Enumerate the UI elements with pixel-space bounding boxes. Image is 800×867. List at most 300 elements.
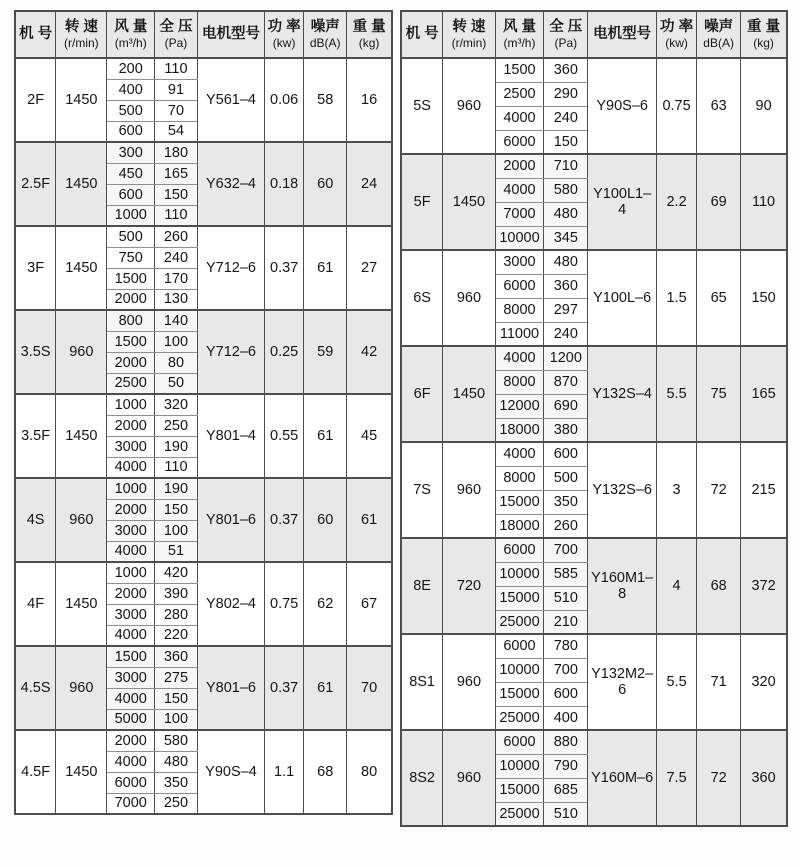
pressure-cell: 710 <box>544 154 588 178</box>
motor-cell: Y801–6 <box>197 646 264 730</box>
speed-cell: 960 <box>56 646 107 730</box>
pressure-cell: 275 <box>154 667 197 688</box>
flow-cell: 11000 <box>495 322 544 346</box>
speed-cell: 1450 <box>56 226 107 310</box>
pressure-cell: 600 <box>544 442 588 466</box>
table-row <box>401 346 787 370</box>
speed-cell: 1450 <box>56 58 107 142</box>
power-cell: 5.5 <box>657 346 697 442</box>
flow-cell: 1000 <box>107 478 155 499</box>
power-cell: 0.37 <box>265 478 304 562</box>
flow-cell: 15000 <box>495 490 544 514</box>
col-header-unit: (r/min) <box>64 36 99 51</box>
col-header-label: 风 量 <box>114 19 148 36</box>
weight-cell: 320 <box>741 634 787 730</box>
flow-cell: 2500 <box>107 373 155 394</box>
flow-cell: 1500 <box>495 58 544 82</box>
pressure-cell: 685 <box>544 778 588 802</box>
col-header-speed <box>443 11 495 58</box>
col-header-label: 风 量 <box>502 19 536 36</box>
pressure-cell: 190 <box>154 478 197 499</box>
weight-cell: 67 <box>347 562 392 646</box>
power-cell: 0.37 <box>265 226 304 310</box>
pressure-cell: 190 <box>154 436 197 457</box>
power-cell: 3 <box>657 442 697 538</box>
weight-cell: 24 <box>347 142 392 226</box>
col-header-weight <box>741 11 787 58</box>
col-header-unit: (kw) <box>272 36 296 51</box>
pressure-cell: 350 <box>544 490 588 514</box>
table-row <box>15 562 392 583</box>
pressure-cell: 320 <box>154 394 197 415</box>
weight-cell: 215 <box>741 442 787 538</box>
weight-cell: 70 <box>347 646 392 730</box>
table-row <box>401 250 787 274</box>
pressure-cell: 100 <box>154 331 197 352</box>
col-header-weight <box>347 11 392 58</box>
power-cell: 0.18 <box>265 142 304 226</box>
table-row <box>401 154 787 178</box>
speed-cell: 1450 <box>56 142 107 226</box>
flow-cell: 450 <box>107 163 155 184</box>
speed-cell: 960 <box>443 634 495 730</box>
col-header-label: 全 压 <box>549 19 583 36</box>
col-header-unit: (Pa) <box>164 36 188 51</box>
flow-cell: 10000 <box>495 226 544 250</box>
flow-cell: 8000 <box>495 466 544 490</box>
flow-cell: 2000 <box>107 499 155 520</box>
table-row <box>401 730 787 754</box>
col-header-motor-model <box>197 11 264 58</box>
motor-cell: Y160M–6 <box>588 730 657 826</box>
col-header-label: 电机型号 <box>593 26 652 43</box>
pressure-cell: 585 <box>544 562 588 586</box>
motor-cell: Y801–4 <box>197 394 264 478</box>
flow-cell: 4000 <box>495 178 544 202</box>
weight-cell: 372 <box>741 538 787 634</box>
pressure-cell: 600 <box>544 682 588 706</box>
pressure-cell: 480 <box>544 250 588 274</box>
noise-cell: 61 <box>304 394 347 478</box>
motor-cell: Y712–6 <box>197 226 264 310</box>
pressure-cell: 580 <box>544 178 588 202</box>
pressure-cell: 690 <box>544 394 588 418</box>
flow-cell: 4000 <box>495 346 544 370</box>
col-header-speed <box>56 11 107 58</box>
noise-cell: 60 <box>304 142 347 226</box>
speed-cell: 960 <box>443 442 495 538</box>
flow-cell: 18000 <box>495 418 544 442</box>
flow-cell: 15000 <box>495 586 544 610</box>
weight-cell: 45 <box>347 394 392 478</box>
model-cell: 5S <box>401 58 443 154</box>
flow-cell: 8000 <box>495 370 544 394</box>
model-cell: 7S <box>401 442 443 538</box>
flow-cell: 10000 <box>495 754 544 778</box>
col-header-total-pressure <box>154 11 197 58</box>
model-cell: 3.5S <box>15 310 56 394</box>
col-header-unit: (m³/h) <box>114 36 147 51</box>
flow-cell: 18000 <box>495 514 544 538</box>
pressure-cell: 380 <box>544 418 588 442</box>
flow-cell: 750 <box>107 247 155 268</box>
pressure-cell: 510 <box>544 586 588 610</box>
flow-cell: 2500 <box>495 82 544 106</box>
noise-cell: 68 <box>697 538 741 634</box>
power-cell: 4 <box>657 538 697 634</box>
col-header-power <box>657 11 697 58</box>
noise-cell: 60 <box>304 478 347 562</box>
model-cell: 5F <box>401 154 443 250</box>
pressure-cell: 240 <box>154 247 197 268</box>
col-header-machine-no <box>401 11 443 58</box>
table-row <box>15 646 392 667</box>
model-cell: 8S1 <box>401 634 443 730</box>
col-header-air-volume <box>495 11 544 58</box>
flow-cell: 3000 <box>107 667 155 688</box>
power-cell: 7.5 <box>657 730 697 826</box>
speed-cell: 1450 <box>443 346 495 442</box>
left-spec-table <box>14 10 393 815</box>
flow-cell: 15000 <box>495 778 544 802</box>
col-header-machine-no <box>15 11 56 58</box>
flow-cell: 4000 <box>107 457 155 478</box>
col-header-unit: (r/min) <box>451 36 487 51</box>
flow-cell: 1000 <box>107 205 155 226</box>
pressure-cell: 480 <box>154 751 197 772</box>
noise-cell: 68 <box>304 730 347 814</box>
table-row <box>15 58 392 79</box>
flow-cell: 4000 <box>495 442 544 466</box>
col-header-total-pressure <box>544 11 588 58</box>
pressure-cell: 240 <box>544 322 588 346</box>
model-cell: 4F <box>15 562 56 646</box>
model-cell: 8S2 <box>401 730 443 826</box>
flow-cell: 7000 <box>495 202 544 226</box>
pressure-cell: 297 <box>544 298 588 322</box>
weight-cell: 16 <box>347 58 392 142</box>
flow-cell: 4000 <box>107 688 155 709</box>
power-cell: 0.55 <box>265 394 304 478</box>
table-row <box>15 478 392 499</box>
pressure-cell: 150 <box>154 184 197 205</box>
table-row <box>15 394 392 415</box>
pressure-cell: 210 <box>544 610 588 634</box>
flow-cell: 2000 <box>107 415 155 436</box>
pressure-cell: 240 <box>544 106 588 130</box>
speed-cell: 1450 <box>56 562 107 646</box>
speed-cell: 720 <box>443 538 495 634</box>
pressure-cell: 880 <box>544 730 588 754</box>
noise-cell: 63 <box>697 58 741 154</box>
right-spec-table-container <box>400 10 788 827</box>
pressure-cell: 50 <box>154 373 197 394</box>
motor-cell: Y801–6 <box>197 478 264 562</box>
table-row <box>15 310 392 331</box>
flow-cell: 1500 <box>107 646 155 667</box>
pressure-cell: 150 <box>154 688 197 709</box>
flow-cell: 3000 <box>495 250 544 274</box>
col-header-noise <box>304 11 347 58</box>
flow-cell: 3000 <box>107 604 155 625</box>
noise-cell: 61 <box>304 226 347 310</box>
pressure-cell: 250 <box>154 415 197 436</box>
flow-cell: 2000 <box>107 730 155 751</box>
flow-cell: 6000 <box>107 772 155 793</box>
flow-cell: 3000 <box>107 436 155 457</box>
flow-cell: 25000 <box>495 706 544 730</box>
model-cell: 3.5F <box>15 394 56 478</box>
pressure-cell: 130 <box>154 289 197 310</box>
flow-cell: 200 <box>107 58 155 79</box>
pressure-cell: 290 <box>544 82 588 106</box>
pressure-cell: 91 <box>154 79 197 100</box>
col-header-label: 噪声 <box>310 19 340 36</box>
pressure-cell: 51 <box>154 541 197 562</box>
power-cell: 5.5 <box>657 634 697 730</box>
col-header-unit: (Pa) <box>554 36 578 51</box>
flow-cell: 6000 <box>495 634 544 658</box>
col-header-unit: (kg) <box>753 36 774 51</box>
speed-cell: 960 <box>443 58 495 154</box>
flow-cell: 2000 <box>495 154 544 178</box>
col-header-power <box>265 11 304 58</box>
table-row <box>401 538 787 562</box>
flow-cell: 4000 <box>495 106 544 130</box>
weight-cell: 150 <box>741 250 787 346</box>
table-row <box>15 142 392 163</box>
flow-cell: 1000 <box>107 562 155 583</box>
flow-cell: 15000 <box>495 682 544 706</box>
col-header-label: 转 速 <box>64 19 98 36</box>
flow-cell: 800 <box>107 310 155 331</box>
model-cell: 2.5F <box>15 142 56 226</box>
flow-cell: 10000 <box>495 658 544 682</box>
pressure-cell: 70 <box>154 100 197 121</box>
pressure-cell: 280 <box>154 604 197 625</box>
pressure-cell: 360 <box>544 274 588 298</box>
header-row <box>15 11 392 58</box>
col-header-label: 转 速 <box>452 19 486 36</box>
weight-cell: 360 <box>741 730 787 826</box>
noise-cell: 72 <box>697 730 741 826</box>
col-header-label: 噪声 <box>704 19 734 36</box>
weight-cell: 42 <box>347 310 392 394</box>
col-header-label: 重 量 <box>747 19 781 36</box>
noise-cell: 75 <box>697 346 741 442</box>
pressure-cell: 165 <box>154 163 197 184</box>
table-row <box>401 634 787 658</box>
pressure-cell: 220 <box>154 625 197 646</box>
flow-cell: 12000 <box>495 394 544 418</box>
flow-cell: 6000 <box>495 130 544 154</box>
power-cell: 0.75 <box>265 562 304 646</box>
power-cell: 1.1 <box>265 730 304 814</box>
pressure-cell: 420 <box>154 562 197 583</box>
col-header-label: 全 压 <box>159 19 193 36</box>
flow-cell: 6000 <box>495 730 544 754</box>
pressure-cell: 700 <box>544 538 588 562</box>
weight-cell: 165 <box>741 346 787 442</box>
pressure-cell: 170 <box>154 268 197 289</box>
noise-cell: 71 <box>697 634 741 730</box>
pressure-cell: 100 <box>154 520 197 541</box>
col-header-air-volume <box>107 11 155 58</box>
weight-cell: 27 <box>347 226 392 310</box>
power-cell: 1.5 <box>657 250 697 346</box>
flow-cell: 4000 <box>107 625 155 646</box>
flow-cell: 1500 <box>107 331 155 352</box>
pressure-cell: 110 <box>154 205 197 226</box>
pressure-cell: 870 <box>544 370 588 394</box>
pressure-cell: 100 <box>154 709 197 730</box>
power-cell: 0.06 <box>265 58 304 142</box>
pressure-cell: 180 <box>154 142 197 163</box>
model-cell: 6S <box>401 250 443 346</box>
flow-cell: 500 <box>107 100 155 121</box>
motor-cell: Y132M2–6 <box>588 634 657 730</box>
flow-cell: 600 <box>107 184 155 205</box>
col-header-unit: dB(A) <box>703 36 734 51</box>
power-cell: 0.37 <box>265 646 304 730</box>
flow-cell: 25000 <box>495 610 544 634</box>
motor-cell: Y132S–6 <box>588 442 657 538</box>
power-cell: 0.25 <box>265 310 304 394</box>
pressure-cell: 360 <box>154 646 197 667</box>
col-header-unit: (kg) <box>358 36 380 51</box>
pressure-cell: 150 <box>154 499 197 520</box>
flow-cell: 25000 <box>495 802 544 826</box>
pressure-cell: 350 <box>154 772 197 793</box>
pressure-cell: 260 <box>154 226 197 247</box>
pressure-cell: 54 <box>154 121 197 142</box>
pressure-cell: 790 <box>544 754 588 778</box>
flow-cell: 2000 <box>107 289 155 310</box>
pressure-cell: 780 <box>544 634 588 658</box>
col-header-label: 电机型号 <box>201 26 260 43</box>
col-header-motor-model <box>588 11 657 58</box>
pressure-cell: 110 <box>154 58 197 79</box>
noise-cell: 69 <box>697 154 741 250</box>
weight-cell: 61 <box>347 478 392 562</box>
flow-cell: 6000 <box>495 274 544 298</box>
col-header-label: 功 率 <box>267 19 301 36</box>
speed-cell: 960 <box>56 478 107 562</box>
model-cell: 4.5F <box>15 730 56 814</box>
pressure-cell: 260 <box>544 514 588 538</box>
power-cell: 2.2 <box>657 154 697 250</box>
col-header-unit: (m³/h) <box>503 36 536 51</box>
weight-cell: 90 <box>741 58 787 154</box>
pressure-cell: 140 <box>154 310 197 331</box>
flow-cell: 7000 <box>107 793 155 814</box>
noise-cell: 62 <box>304 562 347 646</box>
motor-cell: Y802–4 <box>197 562 264 646</box>
speed-cell: 960 <box>443 730 495 826</box>
col-header-unit: (kw) <box>665 36 688 51</box>
noise-cell: 59 <box>304 310 347 394</box>
speed-cell: 1450 <box>443 154 495 250</box>
flow-cell: 4000 <box>107 751 155 772</box>
table-row <box>401 442 787 466</box>
flow-cell: 3000 <box>107 520 155 541</box>
col-header-label: 机 号 <box>405 26 439 43</box>
pressure-cell: 1200 <box>544 346 588 370</box>
pressure-cell: 700 <box>544 658 588 682</box>
flow-cell: 6000 <box>495 538 544 562</box>
col-header-unit: dB(A) <box>309 36 341 51</box>
col-header-label: 功 率 <box>660 19 694 36</box>
model-cell: 4S <box>15 478 56 562</box>
col-header-noise <box>697 11 741 58</box>
noise-cell: 58 <box>304 58 347 142</box>
model-cell: 2F <box>15 58 56 142</box>
noise-cell: 72 <box>697 442 741 538</box>
model-cell: 4.5S <box>15 646 56 730</box>
pressure-cell: 110 <box>154 457 197 478</box>
power-cell: 0.75 <box>657 58 697 154</box>
flow-cell: 500 <box>107 226 155 247</box>
noise-cell: 61 <box>304 646 347 730</box>
pressure-cell: 390 <box>154 583 197 604</box>
motor-cell: Y90S–4 <box>197 730 264 814</box>
weight-cell: 80 <box>347 730 392 814</box>
noise-cell: 65 <box>697 250 741 346</box>
flow-cell: 1000 <box>107 394 155 415</box>
right-spec-table <box>400 10 788 827</box>
pressure-cell: 480 <box>544 202 588 226</box>
flow-cell: 600 <box>107 121 155 142</box>
motor-cell: Y160M1–8 <box>588 538 657 634</box>
model-cell: 6F <box>401 346 443 442</box>
speed-cell: 1450 <box>56 730 107 814</box>
model-cell: 8E <box>401 538 443 634</box>
weight-cell: 110 <box>741 154 787 250</box>
flow-cell: 300 <box>107 142 155 163</box>
col-header-label: 机 号 <box>19 26 53 43</box>
speed-cell: 960 <box>56 310 107 394</box>
pressure-cell: 580 <box>154 730 197 751</box>
pressure-cell: 345 <box>544 226 588 250</box>
left-spec-table-container <box>14 10 393 815</box>
flow-cell: 4000 <box>107 541 155 562</box>
pressure-cell: 250 <box>154 793 197 814</box>
motor-cell: Y100L1–4 <box>588 154 657 250</box>
motor-cell: Y90S–6 <box>588 58 657 154</box>
flow-cell: 1500 <box>107 268 155 289</box>
flow-cell: 400 <box>107 79 155 100</box>
pressure-cell: 360 <box>544 58 588 82</box>
motor-cell: Y132S–4 <box>588 346 657 442</box>
motor-cell: Y632–4 <box>197 142 264 226</box>
model-cell: 3F <box>15 226 56 310</box>
flow-cell: 10000 <box>495 562 544 586</box>
pressure-cell: 500 <box>544 466 588 490</box>
flow-cell: 8000 <box>495 298 544 322</box>
flow-cell: 5000 <box>107 709 155 730</box>
speed-cell: 960 <box>443 250 495 346</box>
col-header-label: 重 量 <box>352 19 386 36</box>
flow-cell: 2000 <box>107 583 155 604</box>
header-row <box>401 11 787 58</box>
pressure-cell: 510 <box>544 802 588 826</box>
speed-cell: 1450 <box>56 394 107 478</box>
table-row <box>401 58 787 82</box>
motor-cell: Y100L–6 <box>588 250 657 346</box>
motor-cell: Y712–6 <box>197 310 264 394</box>
motor-cell: Y561–4 <box>197 58 264 142</box>
pressure-cell: 400 <box>544 706 588 730</box>
